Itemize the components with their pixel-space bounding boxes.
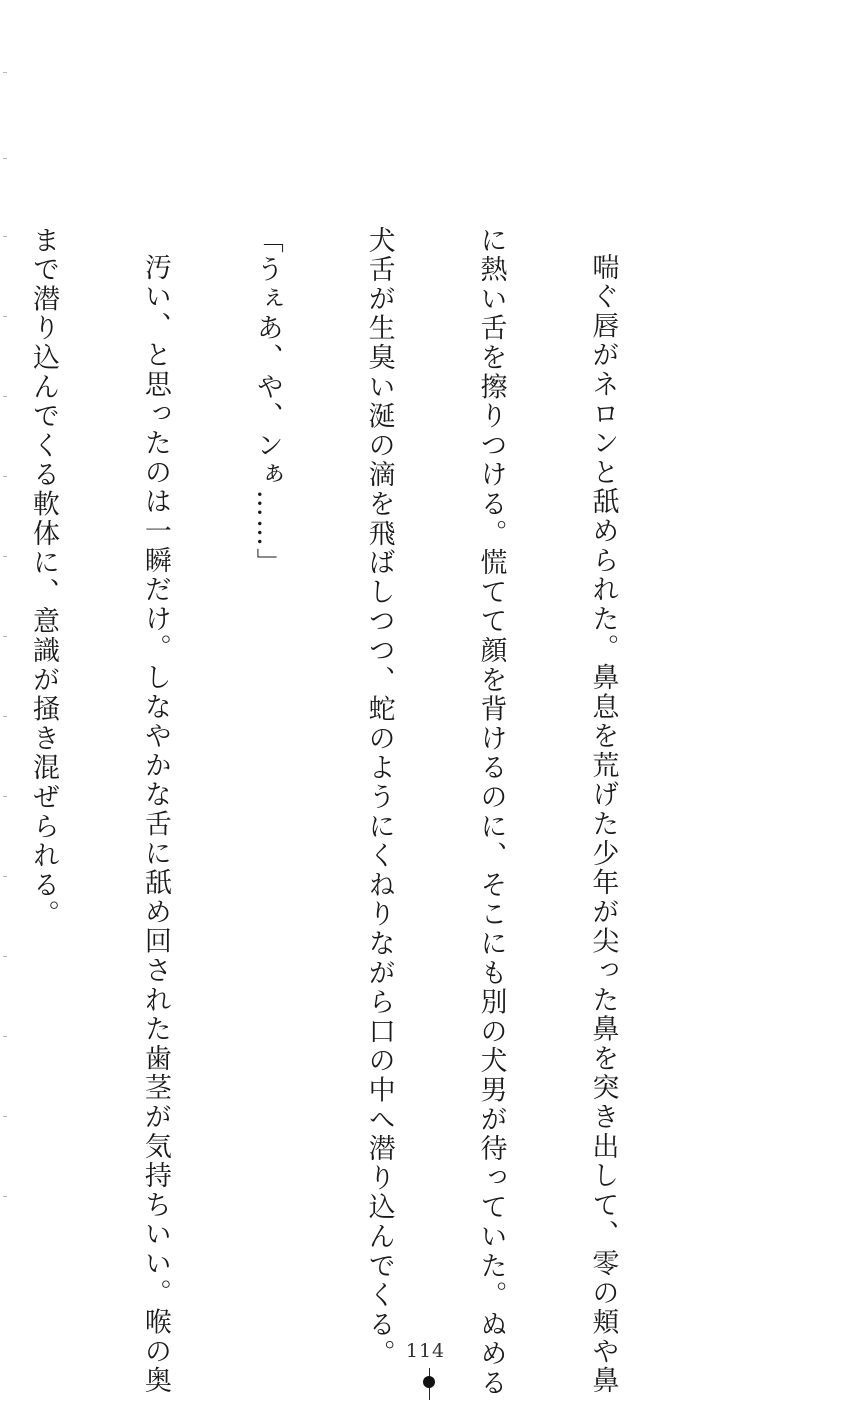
text-line: まで潜り込んでくる軟体に、意識が掻き混ぜられる。 [27,226,59,930]
text-line: に熱い舌を擦りつける。慌てて顔を背けるのに、そこにも別の犬男が待っていた。ぬめる [475,226,507,1398]
edge-mark [3,1036,7,1037]
edge-mark [3,956,7,957]
dialogue-line: 「うぇあ、や、ンぁ……」 [251,226,283,578]
page-number: 114 [405,1340,446,1362]
edge-mark [3,876,7,877]
bottom-dot [423,1376,435,1388]
edge-mark [3,72,7,73]
text-line: 汚い、と思ったのは一瞬だけ。しなやかな舌に舐め回された歯茎が気持ちいい。喉の奥 [139,253,171,1396]
edge-mark [3,158,7,159]
edge-mark [3,1116,7,1117]
edge-mark [3,1196,7,1197]
text-line: 喘ぐ唇がネロンと舐められた。鼻息を荒げた少年が尖った鼻を突き出して、零の頬や鼻 [587,253,619,1396]
text-line: 犬舌が生臭い涎の滴を飛ばしつつ、蛇のようにくねりながら口の中へ潜り込んでくる。 [363,226,395,1369]
